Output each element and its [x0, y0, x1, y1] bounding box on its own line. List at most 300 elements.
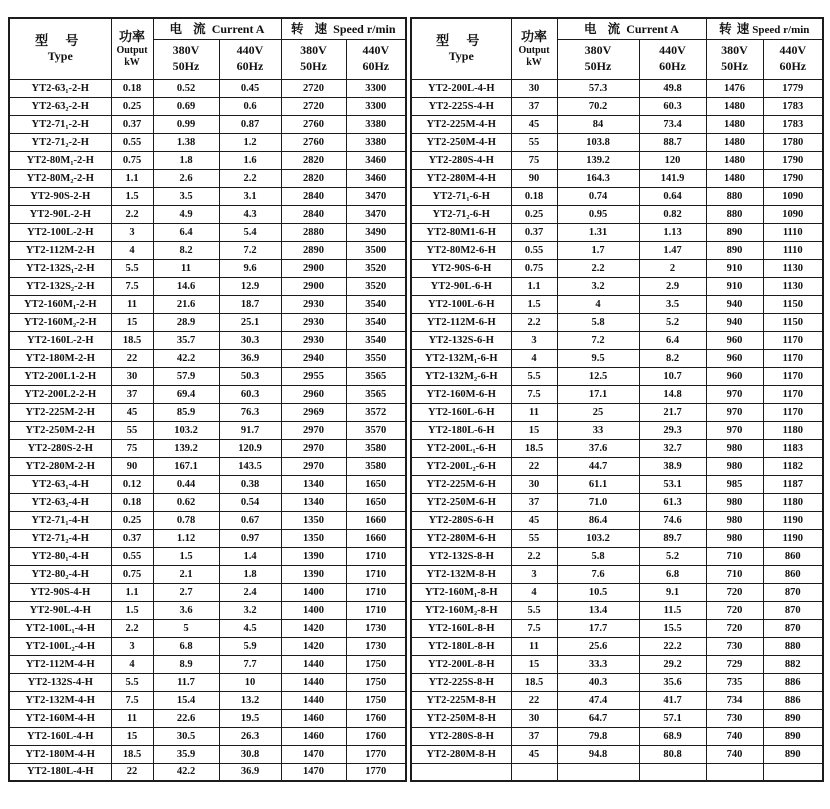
cell-type: YT2-100L-6-H — [411, 295, 511, 313]
cell-type: YT2-80M₂-2-H — [9, 169, 111, 187]
cell-current_380v_50hz_A: 5.8 — [557, 547, 639, 565]
table-row — [411, 331, 823, 349]
table-row — [411, 295, 823, 313]
table-row — [9, 331, 406, 349]
cell-speed_380v_50hz_rpm: 1440 — [281, 673, 346, 691]
cell-current_440v_60hz_A: 1.47 — [639, 241, 706, 259]
cell-output_kw: 0.18 — [511, 187, 557, 205]
cell-type: YT2-250M-6-H — [411, 493, 511, 511]
cell-speed_440v_60hz_rpm: 3570 — [346, 421, 406, 439]
header-current-zh: 电 流 — [584, 21, 625, 36]
cell-speed_380v_50hz_rpm: 740 — [706, 745, 763, 763]
cell-type: YT2-200L-8-H — [411, 655, 511, 673]
cell-current_380v_50hz_A: 33.3 — [557, 655, 639, 673]
cell-current_440v_60hz_A: 57.1 — [639, 709, 706, 727]
cell-current_440v_60hz_A: 61.3 — [639, 493, 706, 511]
header-output-unit: kW — [124, 56, 140, 68]
cell-current_380v_50hz_A: 69.4 — [153, 385, 219, 403]
cell-type: YT2-225M-6-H — [411, 475, 511, 493]
table-row — [411, 655, 823, 673]
cell-current_380v_50hz_A: 33 — [557, 421, 639, 439]
table-row — [9, 349, 406, 367]
cell-output_kw: 0.18 — [111, 493, 153, 511]
cell-speed_380v_50hz_rpm: 980 — [706, 457, 763, 475]
cell-speed_380v_50hz_rpm: 1480 — [706, 133, 763, 151]
cell-output_kw: 18.5 — [511, 673, 557, 691]
cell-output_kw: 15 — [511, 655, 557, 673]
cell-type: YT2-160M-4-H — [9, 709, 111, 727]
table-row — [411, 583, 823, 601]
cell-current_440v_60hz_A: 18.7 — [219, 295, 281, 313]
header-current-440v — [639, 39, 706, 79]
cell-type: YT2-280M-6-H — [411, 529, 511, 547]
table-row — [411, 511, 823, 529]
cell-speed_440v_60hz_rpm: 3540 — [346, 331, 406, 349]
table-row — [411, 367, 823, 385]
cell-current_440v_60hz_A: 50.3 — [219, 367, 281, 385]
cell-speed_380v_50hz_rpm: 2840 — [281, 205, 346, 223]
cell-type: YT2-200L-4-H — [411, 79, 511, 97]
cell-speed_440v_60hz_rpm: 1190 — [763, 529, 823, 547]
cell-speed_440v_60hz_rpm: 1790 — [763, 169, 823, 187]
cell-current_440v_60hz_A: 7.7 — [219, 655, 281, 673]
cell-current_440v_60hz_A: 1.13 — [639, 223, 706, 241]
cell-current_380v_50hz_A: 14.6 — [153, 277, 219, 295]
cell-current_440v_60hz_A: 89.7 — [639, 529, 706, 547]
cell-speed_440v_60hz_rpm: 1770 — [346, 745, 406, 763]
cell-output_kw: 18.5 — [111, 331, 153, 349]
table-row — [9, 655, 406, 673]
cell-speed_380v_50hz_rpm: 2940 — [281, 349, 346, 367]
cell-output_kw: 0.75 — [111, 565, 153, 583]
cell-type: YT2-112M-6-H — [411, 313, 511, 331]
table-row — [411, 691, 823, 709]
cell-speed_440v_60hz_rpm: 890 — [763, 745, 823, 763]
cell-output_kw: 0.18 — [111, 79, 153, 97]
cell-current_440v_60hz_A: 7.2 — [219, 241, 281, 259]
table-row — [9, 493, 406, 511]
cell-speed_380v_50hz_rpm: 2969 — [281, 403, 346, 421]
header-output-en: Output — [116, 44, 148, 56]
cell-output_kw: 0.37 — [111, 115, 153, 133]
cell-current_380v_50hz_A: 42.2 — [153, 349, 219, 367]
header-current-zh: 电 流 — [169, 21, 210, 36]
cell-speed_380v_50hz_rpm: 890 — [706, 223, 763, 241]
cell-current_440v_60hz_A: 5.2 — [639, 313, 706, 331]
table-row — [411, 619, 823, 637]
cell-speed_440v_60hz_rpm: 3460 — [346, 151, 406, 169]
cell-type: YT2-80₂-4-H — [9, 565, 111, 583]
cell-speed_380v_50hz_rpm: 1400 — [281, 583, 346, 601]
table-row — [9, 637, 406, 655]
cell-output_kw: 30 — [511, 709, 557, 727]
cell-current_440v_60hz_A: 0.6 — [219, 97, 281, 115]
cell-speed_380v_50hz_rpm: 960 — [706, 349, 763, 367]
cell-output_kw: 45 — [111, 403, 153, 421]
cell-speed_380v_50hz_rpm: 735 — [706, 673, 763, 691]
cell-current_440v_60hz_A: 0.82 — [639, 205, 706, 223]
cell-output_kw: 1.5 — [111, 187, 153, 205]
header-output-zh: 功率 — [520, 28, 547, 44]
cell-current_380v_50hz_A: 3.5 — [153, 187, 219, 205]
cell-current_440v_60hz_A: 36.9 — [219, 349, 281, 367]
voltage-label: 380V — [721, 43, 748, 58]
cell-speed_380v_50hz_rpm: 720 — [706, 601, 763, 619]
cell-current_380v_50hz_A: 5 — [153, 619, 219, 637]
cell-speed_380v_50hz_rpm: 2955 — [281, 367, 346, 385]
cell-current_440v_60hz_A: 3.5 — [639, 295, 706, 313]
cell-type: YT2-160M₂-2-H — [9, 313, 111, 331]
cell-speed_380v_50hz_rpm: 1460 — [281, 709, 346, 727]
cell-output_kw: 37 — [511, 727, 557, 745]
cell-output_kw: 15 — [111, 727, 153, 745]
frequency-label: 50Hz — [300, 59, 327, 73]
cell-speed_380v_50hz_rpm: 2820 — [281, 169, 346, 187]
cell-current_380v_50hz_A — [557, 763, 639, 781]
cell-current_380v_50hz_A: 2.2 — [557, 259, 639, 277]
cell-output_kw: 45 — [511, 745, 557, 763]
cell-speed_440v_60hz_rpm: 1760 — [346, 727, 406, 745]
cell-current_440v_60hz_A: 91.7 — [219, 421, 281, 439]
cell-speed_440v_60hz_rpm: 3300 — [346, 97, 406, 115]
cell-current_380v_50hz_A: 3.2 — [557, 277, 639, 295]
cell-speed_380v_50hz_rpm: 2930 — [281, 331, 346, 349]
cell-type: YT2-132S₂-2-H — [9, 277, 111, 295]
cell-speed_380v_50hz_rpm: 2880 — [281, 223, 346, 241]
cell-output_kw: 55 — [111, 421, 153, 439]
cell-speed_380v_50hz_rpm: 740 — [706, 727, 763, 745]
cell-output_kw: 1.1 — [111, 583, 153, 601]
cell-current_380v_50hz_A: 1.8 — [153, 151, 219, 169]
table-row — [9, 763, 406, 781]
cell-current_440v_60hz_A: 38.9 — [639, 457, 706, 475]
cell-speed_380v_50hz_rpm: 729 — [706, 655, 763, 673]
cell-current_440v_60hz_A: 12.9 — [219, 277, 281, 295]
cell-speed_380v_50hz_rpm: 2960 — [281, 385, 346, 403]
cell-output_kw: 15 — [511, 421, 557, 439]
table-row — [411, 223, 823, 241]
cell-current_380v_50hz_A: 1.31 — [557, 223, 639, 241]
cell-current_380v_50hz_A: 4 — [557, 295, 639, 313]
cell-output_kw: 0.55 — [511, 241, 557, 259]
cell-speed_380v_50hz_rpm: 2760 — [281, 115, 346, 133]
cell-current_440v_60hz_A: 29.2 — [639, 655, 706, 673]
cell-output_kw: 3 — [111, 223, 153, 241]
table-row — [411, 241, 823, 259]
table-row — [9, 133, 406, 151]
cell-current_380v_50hz_A: 139.2 — [153, 439, 219, 457]
table-row — [9, 529, 406, 547]
cell-type: YT2-100L₂-4-H — [9, 637, 111, 655]
table-row — [9, 205, 406, 223]
cell-speed_440v_60hz_rpm: 1090 — [763, 205, 823, 223]
table-row — [9, 601, 406, 619]
cell-speed_380v_50hz_rpm: 2900 — [281, 277, 346, 295]
cell-output_kw: 4 — [111, 241, 153, 259]
table-row — [9, 619, 406, 637]
cell-type: YT2-132M₁-6-H — [411, 349, 511, 367]
cell-output_kw: 30 — [511, 79, 557, 97]
cell-current_440v_60hz_A: 0.87 — [219, 115, 281, 133]
cell-current_440v_60hz_A: 88.7 — [639, 133, 706, 151]
table-row — [411, 385, 823, 403]
cell-speed_380v_50hz_rpm: 980 — [706, 439, 763, 457]
cell-output_kw: 1.1 — [511, 277, 557, 295]
table-row — [411, 493, 823, 511]
cell-speed_380v_50hz_rpm: 880 — [706, 187, 763, 205]
cell-current_380v_50hz_A: 40.3 — [557, 673, 639, 691]
cell-current_440v_60hz_A: 22.2 — [639, 637, 706, 655]
cell-current_440v_60hz_A: 1.4 — [219, 547, 281, 565]
cell-current_440v_60hz_A: 15.5 — [639, 619, 706, 637]
cell-current_380v_50hz_A: 7.6 — [557, 565, 639, 583]
cell-type: YT2-132M₂-6-H — [411, 367, 511, 385]
cell-speed_380v_50hz_rpm: 2890 — [281, 241, 346, 259]
table-row — [411, 421, 823, 439]
table-row — [9, 565, 406, 583]
cell-current_440v_60hz_A: 4.5 — [219, 619, 281, 637]
cell-current_380v_50hz_A: 28.9 — [153, 313, 219, 331]
cell-speed_380v_50hz_rpm: 1440 — [281, 691, 346, 709]
table-row — [411, 313, 823, 331]
cell-speed_380v_50hz_rpm: 2760 — [281, 133, 346, 151]
cell-speed_440v_60hz_rpm: 1170 — [763, 367, 823, 385]
cell-current_440v_60hz_A: 49.8 — [639, 79, 706, 97]
table-row — [411, 349, 823, 367]
table-row — [9, 691, 406, 709]
cell-output_kw: 45 — [511, 511, 557, 529]
header-current-en: Current A — [211, 21, 265, 36]
table-row — [411, 259, 823, 277]
cell-speed_440v_60hz_rpm: 1783 — [763, 115, 823, 133]
cell-current_380v_50hz_A: 79.8 — [557, 727, 639, 745]
cell-current_380v_50hz_A: 70.2 — [557, 97, 639, 115]
cell-current_380v_50hz_A: 2.1 — [153, 565, 219, 583]
cell-current_440v_60hz_A: 0.97 — [219, 529, 281, 547]
cell-current_380v_50hz_A: 10.5 — [557, 583, 639, 601]
header-type-zh: 型 号 — [35, 33, 86, 49]
cell-type: YT2-280S-8-H — [411, 727, 511, 745]
cell-current_380v_50hz_A: 103.2 — [153, 421, 219, 439]
cell-speed_380v_50hz_rpm: 2930 — [281, 313, 346, 331]
cell-current_380v_50hz_A: 9.5 — [557, 349, 639, 367]
cell-speed_380v_50hz_rpm: 980 — [706, 529, 763, 547]
cell-type: YT2-225S-4-H — [411, 97, 511, 115]
table-row — [9, 421, 406, 439]
cell-current_380v_50hz_A: 57.9 — [153, 367, 219, 385]
cell-speed_380v_50hz_rpm: 960 — [706, 331, 763, 349]
header-speed-zh: 转 速 — [291, 21, 332, 36]
cell-output_kw: 5.5 — [111, 673, 153, 691]
cell-output_kw: 30 — [111, 367, 153, 385]
cell-current_380v_50hz_A: 37.6 — [557, 439, 639, 457]
cell-speed_440v_60hz_rpm: 882 — [763, 655, 823, 673]
table-row — [411, 727, 823, 745]
cell-speed_440v_60hz_rpm: 870 — [763, 619, 823, 637]
cell-type: YT2-160L-8-H — [411, 619, 511, 637]
frequency-label: 50Hz — [172, 59, 200, 73]
cell-speed_380v_50hz_rpm: 1340 — [281, 475, 346, 493]
table-row — [9, 313, 406, 331]
table-row — [411, 673, 823, 691]
cell-type: YT2-160M₁-8-H — [411, 583, 511, 601]
cell-current_440v_60hz_A: 25.1 — [219, 313, 281, 331]
cell-type: YT2-200L2-2-H — [9, 385, 111, 403]
cell-speed_440v_60hz_rpm: 1182 — [763, 457, 823, 475]
header-speed-440v — [346, 39, 406, 79]
voltage-label: 380V — [584, 43, 612, 58]
cell-type: YT2-160M₂-8-H — [411, 601, 511, 619]
cell-output_kw: 37 — [511, 97, 557, 115]
cell-type: YT2-63₂-2-H — [9, 97, 111, 115]
voltage-label: 380V — [172, 43, 200, 58]
cell-speed_380v_50hz_rpm: 970 — [706, 385, 763, 403]
cell-type: YT2-90L-6-H — [411, 277, 511, 295]
cell-speed_440v_60hz_rpm: 1650 — [346, 493, 406, 511]
header-speed-en: Speed r/min — [333, 21, 396, 36]
cell-speed_380v_50hz_rpm: 1460 — [281, 727, 346, 745]
cell-speed_440v_60hz_rpm: 1780 — [763, 133, 823, 151]
table-row — [411, 529, 823, 547]
cell-type: YT2-132S₁-2-H — [9, 259, 111, 277]
motor-spec-table-left — [8, 17, 407, 782]
cell-output_kw: 0.37 — [511, 223, 557, 241]
cell-speed_440v_60hz_rpm: 1770 — [346, 763, 406, 781]
header-current-380v — [557, 39, 639, 79]
cell-speed_440v_60hz_rpm: 3572 — [346, 403, 406, 421]
header-output-unit: kW — [526, 56, 542, 68]
cell-speed_440v_60hz_rpm: 3300 — [346, 79, 406, 97]
header-speed-en: Speed r/min — [752, 23, 810, 36]
cell-current_380v_50hz_A: 11 — [153, 259, 219, 277]
cell-current_440v_60hz_A: 2 — [639, 259, 706, 277]
cell-speed_440v_60hz_rpm: 3520 — [346, 277, 406, 295]
cell-speed_440v_60hz_rpm: 1110 — [763, 241, 823, 259]
cell-speed_380v_50hz_rpm: 1476 — [706, 79, 763, 97]
cell-speed_380v_50hz_rpm: 960 — [706, 367, 763, 385]
table-row — [411, 169, 823, 187]
cell-current_380v_50hz_A: 22.6 — [153, 709, 219, 727]
cell-speed_380v_50hz_rpm: 710 — [706, 565, 763, 583]
cell-output_kw: 7.5 — [511, 385, 557, 403]
header-current-440v — [219, 39, 281, 79]
cell-type: YT2-280M-8-H — [411, 745, 511, 763]
table-body-right — [411, 79, 823, 781]
cell-speed_440v_60hz_rpm: 1750 — [346, 691, 406, 709]
cell-speed_380v_50hz_rpm: 2930 — [281, 295, 346, 313]
table-row — [9, 277, 406, 295]
cell-current_380v_50hz_A: 35.9 — [153, 745, 219, 763]
cell-current_440v_60hz_A: 5.9 — [219, 637, 281, 655]
cell-speed_380v_50hz_rpm: 970 — [706, 403, 763, 421]
table-row — [9, 115, 406, 133]
cell-speed_440v_60hz_rpm: 1730 — [346, 619, 406, 637]
cell-current_380v_50hz_A: 6.4 — [153, 223, 219, 241]
cell-output_kw: 55 — [511, 529, 557, 547]
cell-speed_440v_60hz_rpm: 3540 — [346, 295, 406, 313]
cell-current_440v_60hz_A: 120 — [639, 151, 706, 169]
cell-speed_380v_50hz_rpm: 2970 — [281, 421, 346, 439]
frequency-label: 60Hz — [659, 59, 686, 73]
cell-current_440v_60hz_A: 3.1 — [219, 187, 281, 205]
cell-speed_380v_50hz_rpm: 940 — [706, 295, 763, 313]
cell-output_kw: 4 — [111, 655, 153, 673]
cell-speed_440v_60hz_rpm: 1090 — [763, 187, 823, 205]
header-speed-380v — [706, 39, 763, 79]
cell-current_380v_50hz_A: 0.44 — [153, 475, 219, 493]
cell-current_380v_50hz_A: 0.62 — [153, 493, 219, 511]
cell-speed_380v_50hz_rpm: 730 — [706, 637, 763, 655]
cell-current_440v_60hz_A: 80.8 — [639, 745, 706, 763]
cell-type: YT2-225M-4-H — [411, 115, 511, 133]
cell-output_kw: 11 — [111, 709, 153, 727]
cell-current_440v_60hz_A: 4.3 — [219, 205, 281, 223]
cell-type: YT2-132S-6-H — [411, 331, 511, 349]
cell-speed_440v_60hz_rpm: 1150 — [763, 295, 823, 313]
cell-speed_440v_60hz_rpm: 1750 — [346, 655, 406, 673]
table-row — [9, 367, 406, 385]
cell-output_kw: 5.5 — [111, 259, 153, 277]
cell-type: YT2-90S-6-H — [411, 259, 511, 277]
cell-current_440v_60hz_A: 1.6 — [219, 151, 281, 169]
cell-current_440v_60hz_A: 2.4 — [219, 583, 281, 601]
cell-output_kw — [511, 763, 557, 781]
cell-current_440v_60hz_A: 30.8 — [219, 745, 281, 763]
cell-output_kw: 2.2 — [111, 205, 153, 223]
cell-output_kw: 4 — [511, 583, 557, 601]
cell-current_380v_50hz_A: 0.99 — [153, 115, 219, 133]
cell-speed_380v_50hz_rpm: 2820 — [281, 151, 346, 169]
cell-speed_440v_60hz_rpm: 3460 — [346, 169, 406, 187]
cell-speed_440v_60hz_rpm: 1710 — [346, 601, 406, 619]
cell-speed_380v_50hz_rpm: 880 — [706, 205, 763, 223]
cell-speed_440v_60hz_rpm: 1190 — [763, 511, 823, 529]
header-output-zh: 功率 — [118, 28, 145, 44]
cell-speed_440v_60hz_rpm: 860 — [763, 565, 823, 583]
cell-current_380v_50hz_A: 1.7 — [557, 241, 639, 259]
table-row — [9, 511, 406, 529]
cell-speed_440v_60hz_rpm: 1750 — [346, 673, 406, 691]
cell-type: YT2-71₂-2-H — [9, 133, 111, 151]
table-row — [9, 169, 406, 187]
header-speed-380v — [281, 39, 346, 79]
cell-type: YT2-250M-4-H — [411, 133, 511, 151]
table-row — [411, 97, 823, 115]
cell-current_440v_60hz_A: 13.2 — [219, 691, 281, 709]
cell-speed_380v_50hz_rpm: 730 — [706, 709, 763, 727]
table-row — [411, 403, 823, 421]
table-header — [411, 18, 823, 79]
table-row — [411, 115, 823, 133]
cell-output_kw: 30 — [511, 475, 557, 493]
cell-current_440v_60hz_A: 1.2 — [219, 133, 281, 151]
table-row — [9, 709, 406, 727]
table-row — [9, 187, 406, 205]
cell-speed_380v_50hz_rpm: 2720 — [281, 97, 346, 115]
cell-current_440v_60hz_A: 0.45 — [219, 79, 281, 97]
cell-current_380v_50hz_A: 12.5 — [557, 367, 639, 385]
cell-current_440v_60hz_A: 35.6 — [639, 673, 706, 691]
cell-current_440v_60hz_A: 68.9 — [639, 727, 706, 745]
cell-speed_380v_50hz_rpm: 1480 — [706, 169, 763, 187]
frequency-label: 60Hz — [236, 59, 264, 73]
cell-type: YT2-100L-2-H — [9, 223, 111, 241]
cell-output_kw: 22 — [111, 763, 153, 781]
cell-current_440v_60hz_A: 21.7 — [639, 403, 706, 421]
cell-speed_440v_60hz_rpm: 1660 — [346, 529, 406, 547]
cell-type: YT2-71₁-4-H — [9, 511, 111, 529]
cell-output_kw: 7.5 — [111, 277, 153, 295]
